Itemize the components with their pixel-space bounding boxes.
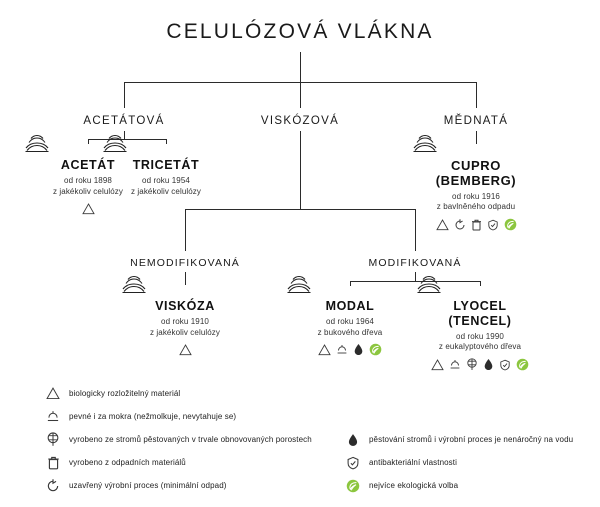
branch-label-cupro: MĚDNATÁ: [443, 115, 509, 127]
waste-icon: [471, 219, 482, 231]
legend-label: uzavřený výrobní proces (minimální odpad): [69, 480, 227, 490]
node-meta-line1: od roku 1910: [161, 316, 209, 326]
node-meta-line2: z jakékoliv celulózy: [52, 186, 124, 196]
biodegradable-icon: [82, 203, 95, 215]
closed-loop-icon: [454, 219, 466, 231]
node-name: ACETÁT: [60, 158, 116, 172]
eco-choice-icon: [516, 358, 529, 371]
legend-label: antibakteriální vlastnosti: [369, 457, 457, 467]
node-meta-line2: z eukalyptového dřeva: [438, 342, 522, 352]
fiber-icon: [120, 275, 250, 295]
water-saving-icon: [353, 343, 364, 356]
node-name: VISKÓZA: [155, 299, 215, 313]
node-badges: [411, 217, 541, 232]
fiber-icon: [415, 275, 545, 295]
node-name: MODAL: [325, 299, 375, 313]
node-name: TRICETÁT: [132, 158, 200, 172]
legend-item: [345, 428, 585, 451]
legend-item: [345, 451, 585, 474]
antibacterial-icon: [499, 359, 511, 371]
legend-column-right: [345, 428, 585, 497]
eco-choice-icon: [345, 479, 361, 493]
sub-branch-label-unmodified: NEMODIFIKOVANÁ: [130, 257, 240, 269]
antibacterial-icon: [345, 456, 361, 470]
eco-choice-icon: [504, 218, 517, 231]
sustainable-forest-icon: [466, 358, 478, 371]
biodegradable-icon: [431, 359, 444, 371]
node-meta-line2: z bavlněného odpadu: [436, 202, 516, 212]
fiber-icon: [101, 134, 231, 154]
legend-label: pěstování stromů i výrobní proces je nenáročný na vodu: [369, 434, 574, 444]
node-meta-line1: od roku 1964: [326, 316, 374, 326]
legend-item: [45, 474, 335, 497]
antibacterial-icon: [487, 219, 499, 231]
closed-loop-icon: [45, 479, 61, 493]
node-meta-line2: z jakékoliv celulózy: [149, 327, 221, 337]
legend-label: nejvíce ekologická volba: [369, 480, 459, 490]
node-badges: [101, 201, 231, 216]
connector-root-down: [300, 52, 301, 82]
node-viskoza[interactable]: [120, 275, 250, 357]
node-name-line2: (TENCEL): [448, 313, 512, 328]
node-badges: [120, 342, 250, 357]
biodegradable-icon: [179, 344, 192, 356]
node-modal[interactable]: [285, 275, 415, 357]
legend-label: pevné i za mokra (nežmolkuje, nevytahuje se): [69, 411, 237, 421]
legend-label: vyrobeno ze stromů pěstovaných v trvale obnovovaných porostech: [69, 434, 312, 444]
wet-strength-icon: [45, 410, 61, 424]
connector-viscose-stem: [300, 131, 301, 209]
node-meta-line2: z jakékoliv celulózy: [130, 186, 202, 196]
node-name-line1: CUPRO: [451, 158, 501, 173]
water-saving-icon: [345, 433, 361, 447]
connector-viscose-down: [300, 82, 301, 108]
biodegradable-icon: [318, 344, 331, 356]
node-meta-line2: z bukového dřeva: [317, 327, 383, 337]
waste-icon: [45, 456, 61, 470]
legend-item: [45, 382, 335, 405]
legend-label: biologicky rozložitelný materiál: [69, 388, 181, 398]
page-title: CELULÓZOVÁ VLÁKNA: [166, 20, 434, 43]
node-meta-line1: od roku 1916: [452, 191, 500, 201]
legend-label: vyrobeno z odpadních materiálů: [69, 457, 186, 467]
connector-cupro-down: [476, 82, 477, 108]
water-saving-icon: [483, 358, 494, 371]
node-name-line2: (BEMBERG): [435, 173, 517, 189]
node-meta-line1: od roku 1954: [142, 175, 190, 185]
wet-strength-icon: [449, 359, 461, 371]
legend-item: [45, 428, 335, 451]
node-name-line1: LYOCEL: [453, 299, 507, 313]
node-tricetat[interactable]: [101, 134, 231, 216]
node-lyocel[interactable]: [415, 275, 545, 372]
eco-choice-icon: [369, 343, 382, 356]
legend-item: [45, 405, 335, 428]
legend-item: [345, 474, 585, 497]
biodegradable-icon: [436, 219, 449, 231]
legend-item: [45, 451, 335, 474]
fiber-icon: [411, 134, 541, 154]
node-cupro[interactable]: [411, 134, 541, 232]
sub-branch-label-modified: MODIFIKOVANÁ: [368, 257, 462, 269]
wet-strength-icon: [336, 344, 348, 356]
biodegradable-icon: [45, 387, 61, 400]
sustainable-forest-icon: [45, 432, 61, 447]
node-badges: [285, 342, 415, 357]
connector-acetate-down: [124, 82, 125, 108]
fiber-icon: [285, 275, 415, 295]
branch-label-viscose: VISKÓZOVÁ: [260, 115, 340, 127]
node-meta-line1: od roku 1898: [64, 175, 112, 185]
node-meta-line1: od roku 1990: [456, 331, 504, 341]
node-badges: [415, 357, 545, 372]
branch-label-acetate: ACETÁTOVÁ: [83, 115, 165, 127]
legend-column-left: [45, 382, 335, 497]
